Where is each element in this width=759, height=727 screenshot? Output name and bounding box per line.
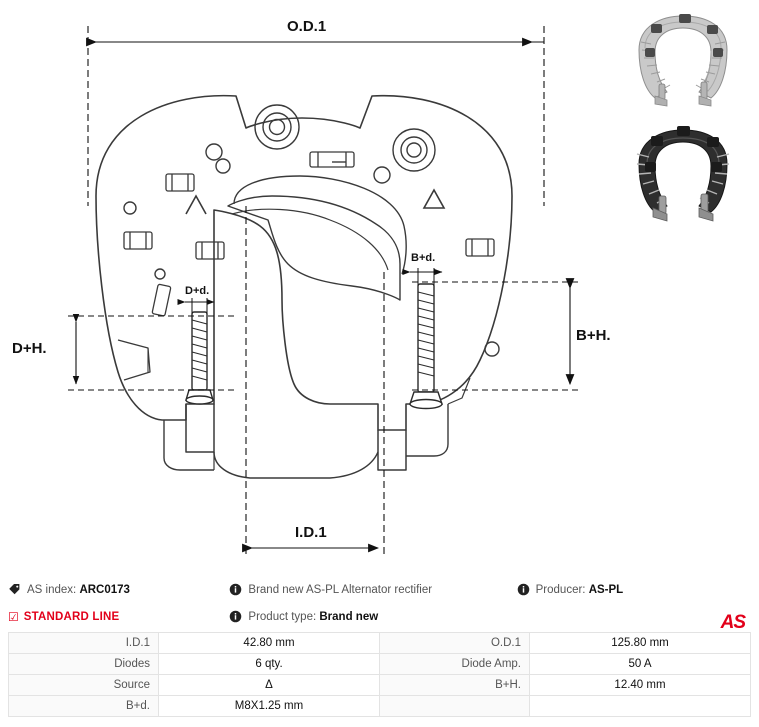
info-row-secondary [8,603,751,633]
spec-label-source: Source [9,675,159,696]
product-type-cell [229,610,516,623]
specifications-table [8,632,751,717]
check-icon: ☑ [8,609,19,624]
as-index-value: ARC0173 [79,583,130,596]
producer-cell [517,583,751,596]
rectifier-photo-top[interactable] [621,6,745,114]
spec-label-diode-amp: Diode Amp. [380,654,530,675]
spec-value-od1: 125.80 mm [530,633,751,654]
tag-icon [8,583,21,596]
description-cell [229,583,516,596]
spec-label-od1: O.D.1 [380,633,530,654]
standard-line-label: STANDARD LINE [23,610,120,623]
spec-value-id1: 42.80 mm [159,633,380,654]
spec-value-bh: 12.40 mm [530,675,751,696]
spec-value-bd: M8X1.25 mm [159,696,380,717]
product-photo-thumbnails [621,6,751,236]
rectifier-photo-bottom[interactable] [621,120,745,228]
dimension-label-id1: I.D.1 [295,524,327,541]
table-row [9,654,751,675]
table-row [9,633,751,654]
info-icon [229,610,242,623]
spec-label-id1: I.D.1 [9,633,159,654]
rectifier-photo-bottom-image [621,120,745,228]
product-type-label: Product type: [248,610,317,623]
producer-value: AS-PL [588,583,624,596]
producer-label: Producer: [535,583,586,596]
spec-value-diode-amp: 50 A [530,654,751,675]
as-index-label: AS index: [27,583,77,596]
info-row-primary [8,576,751,603]
aspl-logo-mark: AS [720,611,746,633]
rectifier-photo-top-image [621,6,745,114]
product-info-bar [0,576,759,633]
table-row [9,696,751,717]
dimension-label-bh: B+H. [576,327,611,344]
spec-value-source: Δ [159,675,380,696]
info-icon [229,583,242,596]
dimension-label-dh: D+H. [12,340,47,357]
spec-value-diodes: 6 qty. [159,654,380,675]
info-icon [517,583,530,596]
standard-line-cell [8,610,229,624]
dimension-label-od1: O.D.1 [287,18,327,35]
description-text: Brand new AS-PL Alternator rectifier [248,583,433,596]
as-index-cell [8,583,229,596]
table-row [9,675,751,696]
spec-label-diodes: Diodes [9,654,159,675]
spec-label-empty [380,696,530,717]
spec-value-empty [530,696,751,717]
dimension-label-dd: D+d. [185,285,210,297]
spec-label-bh: B+H. [380,675,530,696]
dimension-label-bd: B+d. [411,252,436,264]
product-type-value: Brand new [319,610,379,623]
spec-label-bd: B+d. [9,696,159,717]
